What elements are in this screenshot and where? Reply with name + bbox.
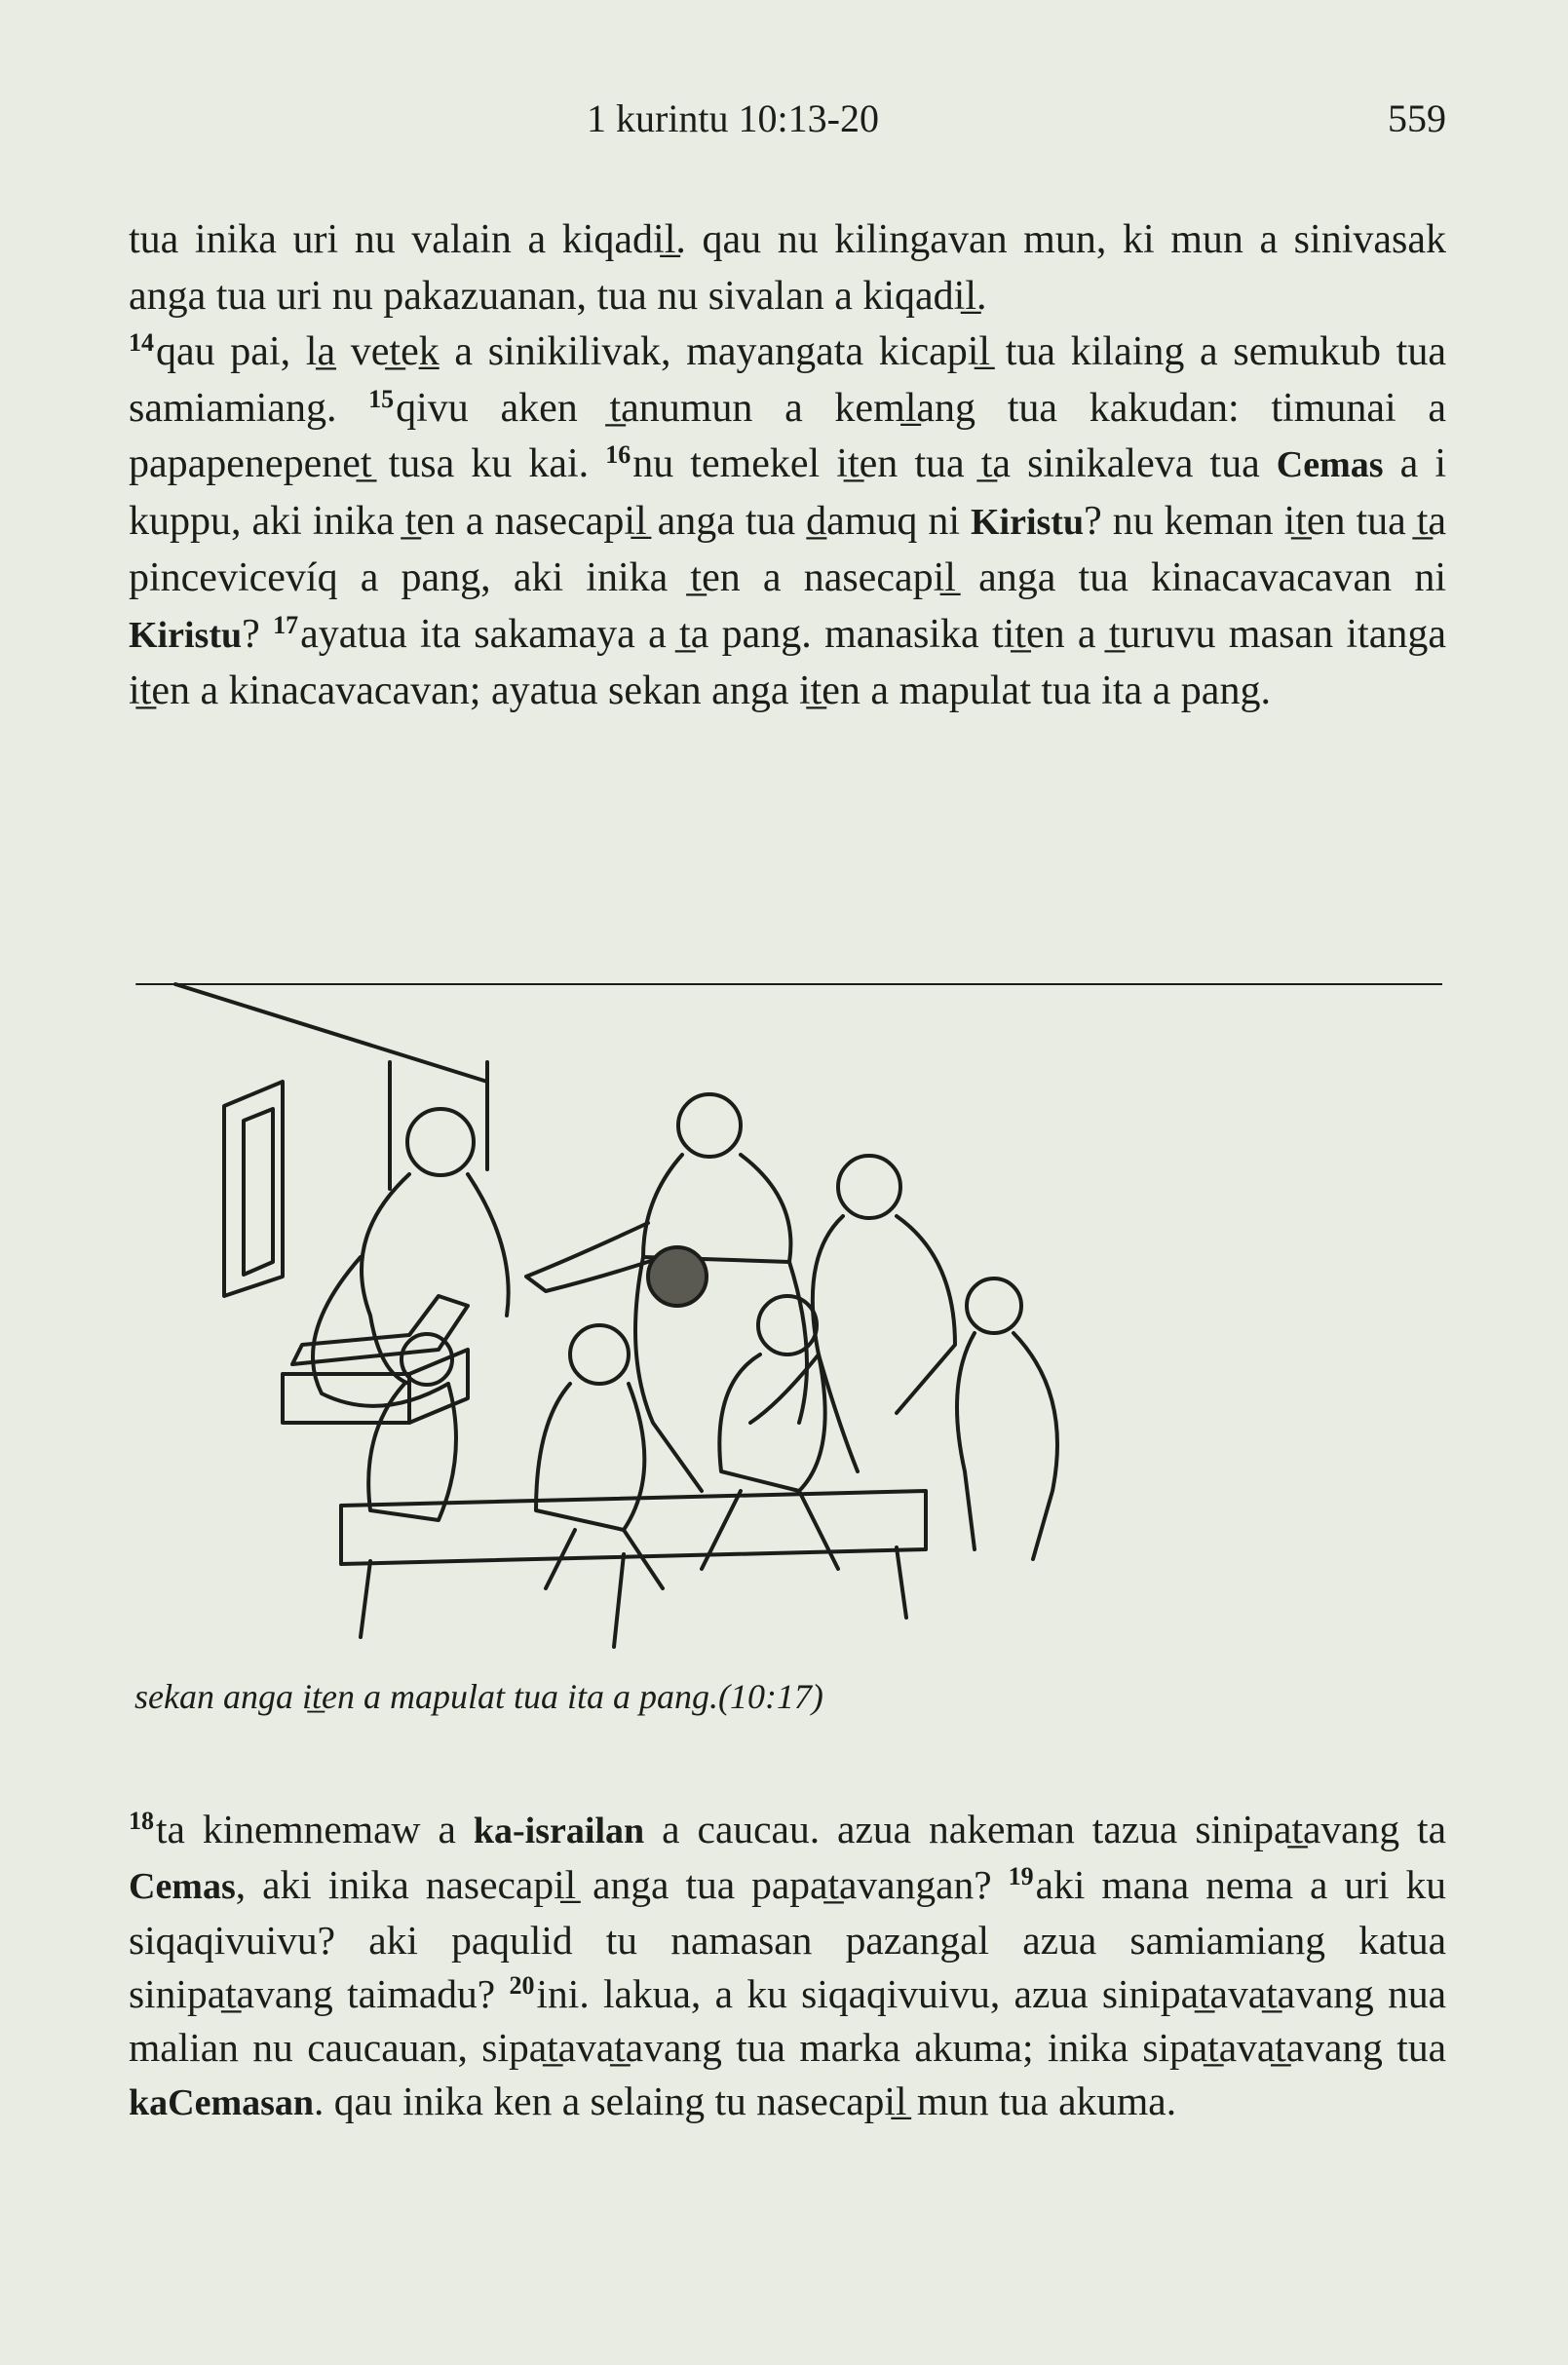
text-paragraph: [129, 212, 1446, 324]
keyword-kiristu: Kiristu: [129, 614, 243, 656]
verse-15-text: qivu aken t̲anumun a keml̲ang tua kakudan: timunai a papapenepenet̲ tusa ku kai.: [129, 385, 1447, 486]
keyword-kacemasan: kaCemasan: [129, 2082, 315, 2123]
running-title: 1 kurintu 10:13-20: [587, 96, 879, 140]
verse-14-text: qau pai, la̲ vet̲ek̲ a sinikilivak, mayangata kicapil̲ tua kilaing a semukub tua samiamiang.: [129, 329, 1446, 431]
verse-18-text: ta kinemnemaw a: [156, 1807, 456, 1851]
keyword-cemas: Cemas: [1276, 444, 1384, 485]
verse-19-text: aki mana nema a uri ku siqaqivuivu? aki paqulid tu namasan pazangal azua samiamiang katua sinipat̲avang taimadu?: [129, 1862, 1447, 2016]
keyword-ka-israilan: ka-israilan: [473, 1811, 645, 1851]
verse-number: 15: [368, 384, 395, 413]
verse-number: 17: [273, 610, 299, 639]
keyword-cemas: Cemas: [129, 1866, 236, 1907]
page-header: [129, 95, 1446, 154]
verse-20-text: . qau inika ken a selaing tu nasecapil̲ mun tua akuma.: [314, 2079, 1177, 2123]
verse-number: 16: [605, 440, 631, 469]
verse-18-text: a caucau. azua nakeman tazua sinipat̲avang ta: [662, 1807, 1447, 1851]
table-fellowship-illustration-icon: [117, 965, 1442, 1666]
illustration-caption: sekan anga it̲en a mapulat tua ita a pang.(10:17): [134, 1677, 823, 1716]
verse-17-text: ayatua ita sakamaya a t̲a pang. manasika tit̲en a t̲uruvu masan itanga it̲en a kinacavacavan; ayatua sekan anga it̲en a mapulat tua ita a pang.: [129, 611, 1447, 713]
verse-20-text: ini. lakua, a ku siqaqivuivu, azua sinipat̲avat̲avang nua malian nu caucauan, sipat̲avat̲avang tua marka akuma; inika sipat̲avat̲avang tua: [129, 1971, 1446, 2070]
verse-13-end: tua inika uri nu valain a kiqadil̲. qau nu kilingavan mun, ki mun a sinivasak anga tua uri nu pakazuanan, tua nu sivalan a kiqadil̲.: [129, 217, 1446, 319]
verse-16-text: ?: [242, 611, 260, 657]
verse-number: 19: [1008, 1862, 1034, 1890]
verse-18-text: , aki inika nasecapil̲ anga tua papat̲avangan?: [235, 1862, 992, 1907]
verse-number: 20: [509, 1971, 535, 2000]
top-text-block: [129, 212, 1446, 720]
keyword-kiristu: Kiristu: [970, 501, 1085, 543]
page-number: 559: [1388, 96, 1446, 140]
verse-16-text: ? nu keman it̲en tua t̲a pincevicevíq a pang, aki inika t̲en a nasecapil̲ anga tua kinacavacavan ni: [129, 498, 1447, 600]
verse-number: 14: [129, 328, 154, 357]
text-paragraph: [129, 1803, 1446, 2130]
bottom-text-block: [129, 1803, 1446, 2130]
verse-number: 18: [129, 1807, 154, 1835]
text-paragraph: [129, 324, 1446, 720]
verse-16-text: nu temekel it̲en tua t̲a sinikaleva tua: [632, 441, 1260, 486]
verse-16-text: a i kuppu, aki inika t̲en a nasecapil̲ anga tua d̲amuq ni: [129, 441, 1446, 544]
